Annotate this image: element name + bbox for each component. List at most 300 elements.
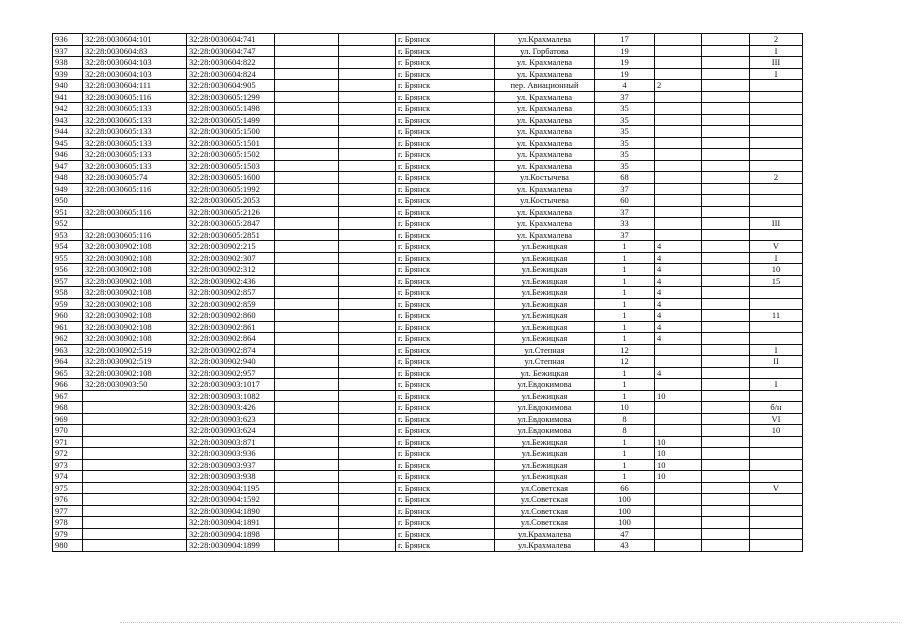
- cell-row-number: 971: [53, 436, 83, 448]
- cell-col-blank-1: [275, 137, 339, 149]
- cell-col-blank-1: [275, 356, 339, 368]
- cell-col-blank-1: [275, 91, 339, 103]
- cell-row-number: 963: [53, 344, 83, 356]
- cell-object-number: 32:28:0030604:905: [187, 80, 275, 92]
- cell-object-number: 32:28:0030902:874: [187, 344, 275, 356]
- cell-parcel-number: 32:28:0030902:108: [83, 241, 187, 253]
- cell-col-blank-1: [275, 218, 339, 230]
- cell-col-blank-1: [275, 287, 339, 299]
- cell-parcel-number: 32:28:0030605:133: [83, 149, 187, 161]
- cell-row-number: 967: [53, 390, 83, 402]
- cell-row-number: 964: [53, 356, 83, 368]
- cell-parcel-number: 32:28:0030605:133: [83, 137, 187, 149]
- cell-row-number: 945: [53, 137, 83, 149]
- cell-col-blank-1: [275, 459, 339, 471]
- cell-city: г. Брянск: [396, 126, 495, 138]
- table-row: [53, 494, 803, 506]
- cell-city: г. Брянск: [396, 68, 495, 80]
- table-row: [53, 310, 803, 322]
- cell-apartment: [750, 183, 803, 195]
- cell-building: [655, 229, 702, 241]
- cell-building: [655, 172, 702, 184]
- cell-house: 17: [595, 34, 655, 46]
- cell-city: г. Брянск: [396, 252, 495, 264]
- cell-parcel-number: [83, 195, 187, 207]
- cell-col-blank-2: [339, 505, 396, 517]
- cell-col-blank-1: [275, 436, 339, 448]
- cell-house: 100: [595, 494, 655, 506]
- cell-object-number: 32:28:0030903:623: [187, 413, 275, 425]
- cell-col-blank-1: [275, 310, 339, 322]
- cell-col-blank-1: [275, 229, 339, 241]
- cell-street: ул.Костычева: [495, 172, 595, 184]
- cell-city: г. Брянск: [396, 218, 495, 230]
- cell-apartment: [750, 367, 803, 379]
- cell-object-number: 32:28:0030903:938: [187, 471, 275, 483]
- cell-city: г. Брянск: [396, 517, 495, 529]
- cell-building: [655, 91, 702, 103]
- cell-building: [655, 34, 702, 46]
- cell-apartment: [750, 160, 803, 172]
- cell-col-blank-3: [702, 425, 750, 437]
- cell-street: ул.Бежицкая: [495, 459, 595, 471]
- cell-col-blank-3: [702, 459, 750, 471]
- cell-city: г. Брянск: [396, 241, 495, 253]
- cell-col-blank-2: [339, 80, 396, 92]
- cell-col-blank-3: [702, 183, 750, 195]
- cell-col-blank-1: [275, 114, 339, 126]
- cell-street: ул.Бежицкая: [495, 390, 595, 402]
- records-table-body: [53, 34, 803, 552]
- cell-building: [655, 494, 702, 506]
- cell-street: ул.Советская: [495, 517, 595, 529]
- cell-object-number: 32:28:0030904:1898: [187, 528, 275, 540]
- cell-city: г. Брянск: [396, 172, 495, 184]
- cell-col-blank-3: [702, 344, 750, 356]
- cell-col-blank-1: [275, 413, 339, 425]
- cell-object-number: 32:28:0030904:1891: [187, 517, 275, 529]
- cell-house: 19: [595, 57, 655, 69]
- cell-col-blank-1: [275, 494, 339, 506]
- table-row: [53, 229, 803, 241]
- cell-street: ул. Крахмалева: [495, 183, 595, 195]
- cell-house: 1: [595, 379, 655, 391]
- cell-building: 10: [655, 390, 702, 402]
- cell-street: ул.Бежицкая: [495, 275, 595, 287]
- cell-row-number: 956: [53, 264, 83, 276]
- cell-col-blank-2: [339, 494, 396, 506]
- cell-house: 37: [595, 91, 655, 103]
- cell-city: г. Брянск: [396, 183, 495, 195]
- cell-row-number: 941: [53, 91, 83, 103]
- cell-object-number: 32:28:0030902:436: [187, 275, 275, 287]
- cell-city: г. Брянск: [396, 206, 495, 218]
- cell-col-blank-1: [275, 425, 339, 437]
- cell-row-number: 976: [53, 494, 83, 506]
- cell-col-blank-2: [339, 540, 396, 552]
- cell-col-blank-3: [702, 252, 750, 264]
- cell-object-number: 32:28:0030605:1299: [187, 91, 275, 103]
- cell-apartment: [750, 390, 803, 402]
- cell-street: ул.Степная: [495, 344, 595, 356]
- cell-apartment: I: [750, 379, 803, 391]
- cell-building: 4: [655, 287, 702, 299]
- cell-col-blank-1: [275, 367, 339, 379]
- cell-col-blank-3: [702, 91, 750, 103]
- cell-apartment: V: [750, 482, 803, 494]
- table-row: [53, 413, 803, 425]
- table-row: [53, 252, 803, 264]
- cell-row-number: 949: [53, 183, 83, 195]
- cell-apartment: V: [750, 241, 803, 253]
- cell-parcel-number: [83, 436, 187, 448]
- cell-building: [655, 540, 702, 552]
- cell-row-number: 953: [53, 229, 83, 241]
- cell-parcel-number: 32:28:0030902:108: [83, 264, 187, 276]
- cell-building: 4: [655, 241, 702, 253]
- cell-house: 1: [595, 333, 655, 345]
- table-row: [53, 68, 803, 80]
- cell-street: ул. Бежицкая: [495, 367, 595, 379]
- cell-house: 35: [595, 160, 655, 172]
- cell-street: ул. Горбатова: [495, 45, 595, 57]
- cell-street: ул. Крахмалева: [495, 218, 595, 230]
- cell-parcel-number: 32:28:0030902:108: [83, 287, 187, 299]
- cell-object-number: 32:28:0030902:307: [187, 252, 275, 264]
- cell-street: ул.Бежицкая: [495, 252, 595, 264]
- cell-city: г. Брянск: [396, 275, 495, 287]
- cell-building: [655, 425, 702, 437]
- table-row: [53, 80, 803, 92]
- cell-street: ул. Крахмалева: [495, 103, 595, 115]
- cell-house: 1: [595, 275, 655, 287]
- cell-city: г. Брянск: [396, 333, 495, 345]
- cell-col-blank-1: [275, 321, 339, 333]
- cell-parcel-number: [83, 505, 187, 517]
- cell-col-blank-3: [702, 517, 750, 529]
- cell-col-blank-2: [339, 528, 396, 540]
- cell-apartment: б/н: [750, 402, 803, 414]
- cell-street: ул.Бежицкая: [495, 310, 595, 322]
- cell-object-number: 32:28:0030605:1503: [187, 160, 275, 172]
- cell-col-blank-2: [339, 206, 396, 218]
- cell-col-blank-1: [275, 80, 339, 92]
- cell-parcel-number: 32:28:0030605:116: [83, 91, 187, 103]
- cell-row-number: 972: [53, 448, 83, 460]
- cell-col-blank-3: [702, 287, 750, 299]
- cell-apartment: [750, 298, 803, 310]
- cell-parcel-number: 32:28:0030902:108: [83, 310, 187, 322]
- cell-street: ул.Советская: [495, 505, 595, 517]
- cell-apartment: III: [750, 218, 803, 230]
- cell-building: 4: [655, 333, 702, 345]
- cell-building: [655, 114, 702, 126]
- table-row: [53, 34, 803, 46]
- cell-house: 37: [595, 183, 655, 195]
- cell-street: ул.Бежицкая: [495, 241, 595, 253]
- cell-street: ул.Бежицкая: [495, 298, 595, 310]
- table-row: [53, 367, 803, 379]
- cell-col-blank-1: [275, 206, 339, 218]
- cell-city: г. Брянск: [396, 436, 495, 448]
- cell-parcel-number: 32:28:0030903:50: [83, 379, 187, 391]
- cell-building: 4: [655, 321, 702, 333]
- cell-object-number: 32:28:0030902:312: [187, 264, 275, 276]
- cell-object-number: 32:28:0030903:937: [187, 459, 275, 471]
- cell-city: г. Брянск: [396, 298, 495, 310]
- cell-col-blank-2: [339, 333, 396, 345]
- cell-house: 1: [595, 390, 655, 402]
- table-row: [53, 126, 803, 138]
- cell-house: 12: [595, 356, 655, 368]
- cell-apartment: [750, 114, 803, 126]
- cell-col-blank-2: [339, 344, 396, 356]
- cell-col-blank-2: [339, 367, 396, 379]
- cell-object-number: 32:28:0030605:2851: [187, 229, 275, 241]
- cell-city: г. Брянск: [396, 321, 495, 333]
- cell-col-blank-2: [339, 252, 396, 264]
- cell-col-blank-1: [275, 344, 339, 356]
- table-row: [53, 540, 803, 552]
- cell-city: г. Брянск: [396, 149, 495, 161]
- cell-parcel-number: 32:28:0030605:133: [83, 126, 187, 138]
- cell-city: г. Брянск: [396, 344, 495, 356]
- cell-apartment: 10: [750, 425, 803, 437]
- cell-object-number: 32:28:0030605:1501: [187, 137, 275, 149]
- cell-col-blank-3: [702, 298, 750, 310]
- cell-city: г. Брянск: [396, 379, 495, 391]
- cell-city: г. Брянск: [396, 160, 495, 172]
- cell-col-blank-3: [702, 540, 750, 552]
- cell-street: ул.Евдокимова: [495, 402, 595, 414]
- cell-col-blank-3: [702, 367, 750, 379]
- cell-col-blank-3: [702, 80, 750, 92]
- cell-house: 1: [595, 298, 655, 310]
- cell-row-number: 968: [53, 402, 83, 414]
- cell-col-blank-3: [702, 482, 750, 494]
- cell-col-blank-3: [702, 505, 750, 517]
- cell-city: г. Брянск: [396, 57, 495, 69]
- cell-col-blank-2: [339, 298, 396, 310]
- cell-street: ул. Крахмалева: [495, 126, 595, 138]
- cell-street: ул. Крахмалева: [495, 229, 595, 241]
- cell-col-blank-2: [339, 275, 396, 287]
- cell-street: ул. Крахмалева: [495, 114, 595, 126]
- cell-apartment: [750, 471, 803, 483]
- cell-parcel-number: 32:28:0030902:108: [83, 321, 187, 333]
- cell-building: 10: [655, 436, 702, 448]
- cell-building: [655, 528, 702, 540]
- cell-col-blank-2: [339, 379, 396, 391]
- cell-parcel-number: 32:28:0030605:116: [83, 206, 187, 218]
- cell-col-blank-3: [702, 264, 750, 276]
- cell-object-number: 32:28:0030605:1499: [187, 114, 275, 126]
- cell-building: [655, 160, 702, 172]
- cell-col-blank-1: [275, 126, 339, 138]
- cell-building: [655, 103, 702, 115]
- cell-row-number: 938: [53, 57, 83, 69]
- cell-city: г. Брянск: [396, 195, 495, 207]
- table-row: [53, 333, 803, 345]
- cell-col-blank-2: [339, 310, 396, 322]
- table-row: [53, 505, 803, 517]
- cell-parcel-number: 32:28:0030902:108: [83, 298, 187, 310]
- cell-building: [655, 206, 702, 218]
- cell-col-blank-2: [339, 482, 396, 494]
- table-row: [53, 425, 803, 437]
- cell-object-number: 32:28:0030903:1017: [187, 379, 275, 391]
- cell-parcel-number: 32:28:0030605:116: [83, 229, 187, 241]
- cell-row-number: 959: [53, 298, 83, 310]
- cell-col-blank-2: [339, 57, 396, 69]
- cell-col-blank-1: [275, 160, 339, 172]
- cell-house: 100: [595, 517, 655, 529]
- cell-house: 1: [595, 287, 655, 299]
- cell-object-number: 32:28:0030903:426: [187, 402, 275, 414]
- cell-col-blank-2: [339, 34, 396, 46]
- cell-street: ул.Крахмалева: [495, 540, 595, 552]
- table-row: [53, 471, 803, 483]
- cell-col-blank-2: [339, 218, 396, 230]
- cell-house: 35: [595, 126, 655, 138]
- table-row: [53, 459, 803, 471]
- cell-row-number: 973: [53, 459, 83, 471]
- cell-parcel-number: [83, 471, 187, 483]
- cell-col-blank-2: [339, 459, 396, 471]
- cell-apartment: [750, 459, 803, 471]
- cell-building: [655, 379, 702, 391]
- cell-col-blank-3: [702, 494, 750, 506]
- cell-street: пер. Авиационный: [495, 80, 595, 92]
- cell-col-blank-2: [339, 241, 396, 253]
- cell-house: 37: [595, 229, 655, 241]
- cell-object-number: 32:28:0030605:2847: [187, 218, 275, 230]
- cell-apartment: 15: [750, 275, 803, 287]
- cell-building: [655, 183, 702, 195]
- cell-street: ул.Бежицкая: [495, 287, 595, 299]
- cell-row-number: 969: [53, 413, 83, 425]
- cell-city: г. Брянск: [396, 471, 495, 483]
- cell-apartment: I: [750, 68, 803, 80]
- cell-apartment: [750, 229, 803, 241]
- cell-city: г. Брянск: [396, 45, 495, 57]
- cell-col-blank-1: [275, 402, 339, 414]
- cell-col-blank-1: [275, 517, 339, 529]
- table-row: [53, 218, 803, 230]
- cell-object-number: 32:28:0030902:215: [187, 241, 275, 253]
- cell-building: [655, 57, 702, 69]
- cell-row-number: 975: [53, 482, 83, 494]
- cell-parcel-number: [83, 459, 187, 471]
- cell-col-blank-2: [339, 114, 396, 126]
- cell-parcel-number: [83, 448, 187, 460]
- cell-house: 1: [595, 448, 655, 460]
- cell-row-number: 955: [53, 252, 83, 264]
- cell-building: [655, 195, 702, 207]
- cell-col-blank-2: [339, 160, 396, 172]
- cell-col-blank-2: [339, 45, 396, 57]
- cell-object-number: 32:28:0030604:822: [187, 57, 275, 69]
- cell-row-number: 947: [53, 160, 83, 172]
- cell-object-number: 32:28:0030902:859: [187, 298, 275, 310]
- cell-apartment: [750, 528, 803, 540]
- table-row: [53, 390, 803, 402]
- table-row: [53, 45, 803, 57]
- cell-col-blank-2: [339, 149, 396, 161]
- cell-col-blank-1: [275, 505, 339, 517]
- cell-street: ул.Бежицкая: [495, 264, 595, 276]
- cell-apartment: I: [750, 252, 803, 264]
- cell-object-number: 32:28:0030903:1082: [187, 390, 275, 402]
- cell-row-number: 943: [53, 114, 83, 126]
- table-row: [53, 344, 803, 356]
- cell-parcel-number: 32:28:0030604:101: [83, 34, 187, 46]
- cell-apartment: [750, 540, 803, 552]
- cell-city: г. Брянск: [396, 356, 495, 368]
- cell-building: [655, 344, 702, 356]
- cell-col-blank-3: [702, 390, 750, 402]
- cell-col-blank-1: [275, 149, 339, 161]
- records-table: [52, 33, 803, 552]
- cell-house: 10: [595, 402, 655, 414]
- cell-col-blank-2: [339, 356, 396, 368]
- cell-col-blank-3: [702, 34, 750, 46]
- table-row: [53, 183, 803, 195]
- cell-street: ул.Евдокимова: [495, 379, 595, 391]
- cell-apartment: III: [750, 57, 803, 69]
- cell-col-blank-3: [702, 57, 750, 69]
- cell-city: г. Брянск: [396, 114, 495, 126]
- cell-col-blank-3: [702, 321, 750, 333]
- cell-house: 1: [595, 252, 655, 264]
- cell-apartment: [750, 448, 803, 460]
- cell-house: 1: [595, 459, 655, 471]
- cell-city: г. Брянск: [396, 367, 495, 379]
- cell-street: ул. Крахмалева: [495, 68, 595, 80]
- table-row: [53, 379, 803, 391]
- cell-parcel-number: 32:28:0030604:103: [83, 68, 187, 80]
- cell-col-blank-1: [275, 57, 339, 69]
- cell-city: г. Брянск: [396, 505, 495, 517]
- table-row: [53, 114, 803, 126]
- cell-city: г. Брянск: [396, 310, 495, 322]
- table-row: [53, 482, 803, 494]
- cell-city: г. Брянск: [396, 540, 495, 552]
- cell-building: 4: [655, 367, 702, 379]
- cell-house: 68: [595, 172, 655, 184]
- cell-apartment: [750, 206, 803, 218]
- cell-col-blank-2: [339, 321, 396, 333]
- cell-object-number: 32:28:0030904:1592: [187, 494, 275, 506]
- cell-col-blank-3: [702, 160, 750, 172]
- table-row: [53, 206, 803, 218]
- cell-building: [655, 356, 702, 368]
- cell-house: 47: [595, 528, 655, 540]
- cell-apartment: 2: [750, 34, 803, 46]
- cell-row-number: 974: [53, 471, 83, 483]
- cell-street: ул. Крахмалева: [495, 57, 595, 69]
- cell-col-blank-2: [339, 172, 396, 184]
- cell-col-blank-2: [339, 68, 396, 80]
- cell-apartment: [750, 149, 803, 161]
- cell-parcel-number: 32:28:0030902:108: [83, 333, 187, 345]
- cell-object-number: 32:28:0030902:860: [187, 310, 275, 322]
- cell-col-blank-2: [339, 471, 396, 483]
- table-row: [53, 195, 803, 207]
- cell-building: 10: [655, 471, 702, 483]
- cell-row-number: 966: [53, 379, 83, 391]
- table-row: [53, 321, 803, 333]
